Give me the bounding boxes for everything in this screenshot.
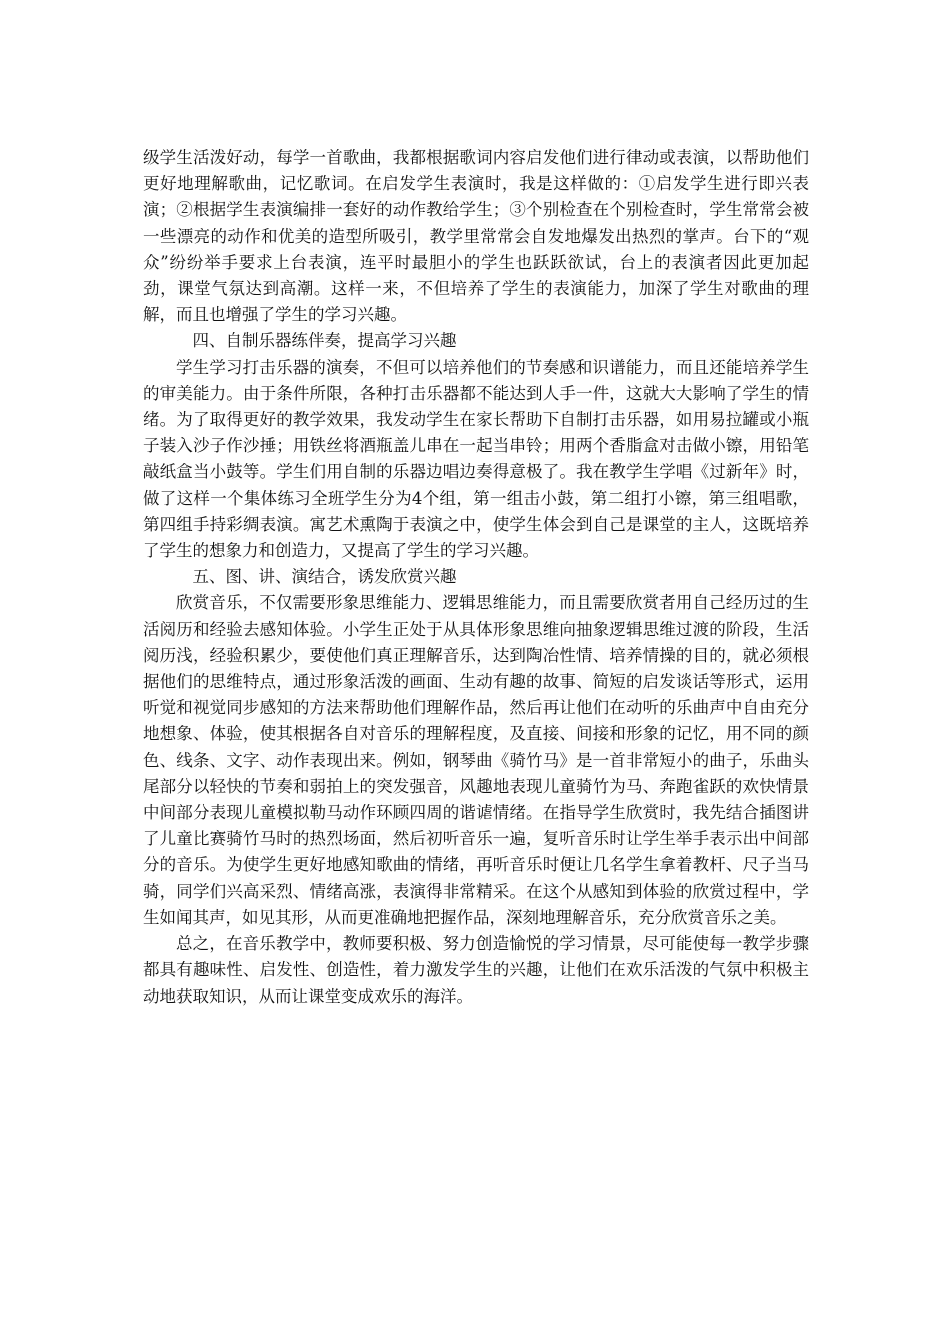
document-body — [143, 145, 809, 1010]
section-heading-5: 五、图、讲、演结合，诱发欣赏兴趣 — [192, 567, 457, 587]
paragraph-conclusion: 总之，在音乐教学中，教师要积极、努力创造愉悦的学习情景，尽可能使每一教学步骤都具有趣味性、启发性、创造性，着力激发学生的兴趣，让他们在欢乐活泼的气氛中积极主动地获取知识，从而让课堂变成欢乐的海洋。 — [143, 934, 809, 1006]
paragraph-instruments: 学生学习打击乐器的演奏，不但可以培养他们的节奏感和识谱能力，而且还能培养学生的审美能力。由于条件所限，各种打击乐器都不能达到人手一件，这就大大影响了学生的情绪。为了取得更好的教学效果，我发动学生在家长帮助下自制打击乐器，如用易拉罐或小瓶子装入沙子作沙捶；用铁丝将酒瓶盖儿串在一起当串铃；用两个香脂盒对击做小镲，用铅笔敲纸盒当小鼓等。学生们用自制的乐器边唱边奏得意极了。我在教学生学唱《过新年》时，做了这样一个集体练习全班学生分为4个组，第一组击小鼓，第二组打小镲，第三组唱歌，第四组手持彩绸表演。寓艺术熏陶于表演之中，使学生体会到自己是课堂的主人，这既培养了学生的想象力和创造力，又提高了学生的学习兴趣。 — [143, 357, 809, 561]
paragraph-appreciation: 欣赏音乐，不仅需要形象思维能力、逻辑思维能力，而且需要欣赏者用自己经历过的生活阅历和经验去感知体验。小学生正处于从具体形象思维向抽象逻辑思维过渡的阶段，生活阅历浅，经验积累少，要使他们真正理解音乐，达到陶冶性情、培养情操的目的，就必须根据他们的思维特点，通过形象活泼的画面、生动有趣的故事、简短的启发谈话等形式，运用听觉和视觉同步感知的方法来帮助他们理解作品，然后再让他们在动听的乐曲声中自由充分地想象、体验，使其根据各自对音乐的理解程度，及直接、间接和形象的记忆，用不同的颜色、线条、文字、动作表现出来。例如，钢琴曲《骑竹马》是一首非常短小的曲子，乐曲头尾部分以轻快的节奏和弱拍上的突发强音，风趣地表现儿童骑竹为马、奔跑雀跃的欢快情景中间部分表现儿童模拟勒马动作环顾四周的谐谑情绪。在指导学生欣赏时，我先结合插图讲了儿童比赛骑竹马时的热烈场面，然后初听音乐一遍，复听音乐时让学生举手表示出中间部分的音乐。为使学生更好地感知歌曲的情绪，再听音乐时便让几名学生拿着教杆、尺子当马骑，同学们兴高采烈、情绪高涨，表演得非常精采。在这个从感知到体验的欣赏过程中，学生如闻其声，如见其形，从而更准确地把握作品，深刻地理解音乐，充分欣赏音乐之美。 — [143, 593, 809, 927]
section-heading-4: 四、自制乐器练伴奏，提高学习兴趣 — [192, 331, 457, 351]
paragraph-continuation: 级学生活泼好动，每学一首歌曲，我都根据歌词内容启发他们进行律动或表演，以帮助他们更好地理解歌曲，记忆歌词。在启发学生表演时，我是这样做的：①启发学生进行即兴表演；②根据学生表演编排一套好的动作教给学生；③个别检查在个别检查时，学生常常会被一些漂亮的动作和优美的造型所吸引，教学里常常会自发地爆发出热烈的掌声。台下的“观众”纷纷举手要求上台表演，连平时最胆小的学生也跃跃欲试，台上的表演者因此更加起劲，课堂气氛达到高潮。这样一来，不但培养了学生的表演能力，加深了学生对歌曲的理解，而且也增强了学生的学习兴趣。 — [143, 148, 809, 325]
